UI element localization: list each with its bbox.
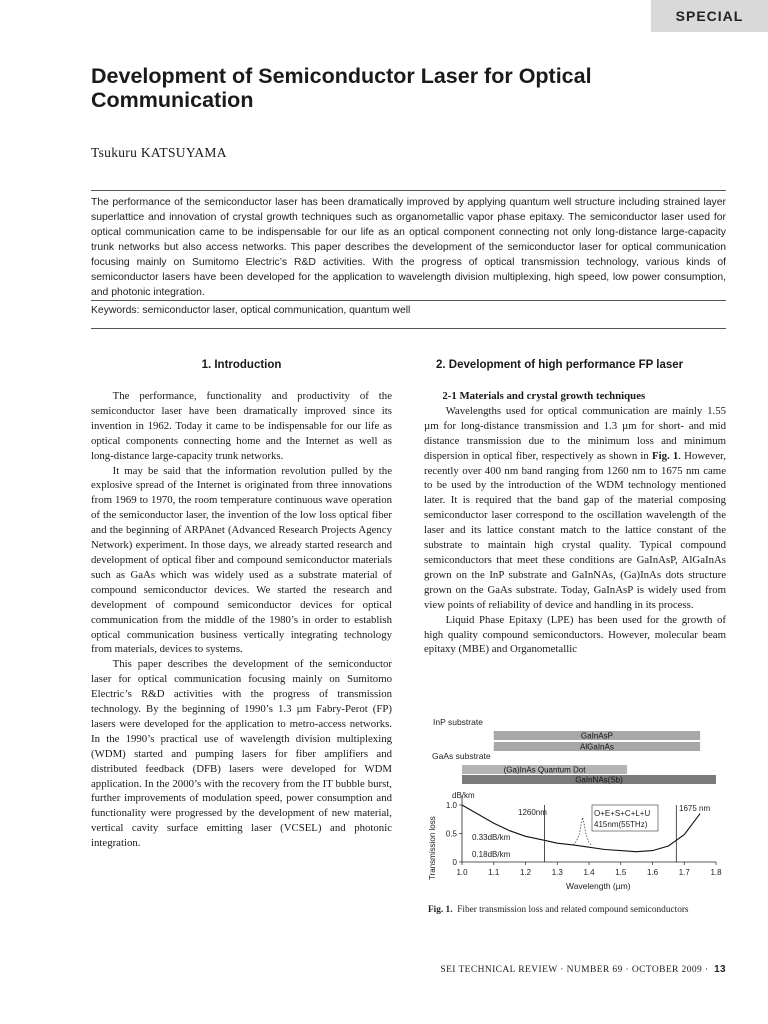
y-tick-label: 0.5 [445, 829, 457, 839]
x-tick-label: 1.2 [519, 868, 532, 877]
figure-caption-text: Fiber transmission loss and related compound semiconductors [457, 905, 689, 915]
loss-018-label: 0.18dB/km [472, 850, 511, 859]
y-unit-label: dB/km [452, 791, 475, 800]
x-tick-labels [456, 862, 722, 877]
page-footer [420, 964, 726, 975]
x-tick-label: 1.4 [583, 868, 595, 877]
x-axis-label: Wavelength (µm) [566, 881, 631, 891]
y-tick-labels [446, 801, 462, 867]
abstract-top-rule [91, 190, 726, 191]
y-tick-label: 1.0 [445, 801, 457, 810]
keywords-line: Keywords: semiconductor laser, optical communication, quantum well [91, 305, 411, 316]
keywords-rule [91, 328, 726, 329]
fp-laser-body [424, 389, 726, 657]
figure-1-chart [424, 712, 726, 898]
materials-paragraph [424, 404, 726, 613]
figure-1-caption [428, 905, 689, 915]
subsection-heading-materials: 2-1 Materials and crystal growth techniques [442, 390, 646, 402]
wavelength-1675-label: 1675 nm [679, 804, 711, 813]
material-bar-label: AlGaInAs [580, 742, 614, 752]
x-tick-label: 1.1 [488, 868, 500, 877]
x-tick-label: 1.0 [456, 868, 468, 877]
materials-text-start: Wavelengths used for optical communication are mainly 1.55 µm for long-distance transmission and 1.3 µm for short- and mid distance transmission due to the minimum loss and minimum dispersion in optical fiber, respectively as shown in [424, 404, 726, 462]
abstract-bottom-rule [91, 300, 726, 301]
introduction-body [91, 389, 392, 851]
figure-caption-label: Fig. 1. [428, 905, 453, 915]
section-heading-fp-laser: 2. Development of high performance FP laser [436, 359, 684, 371]
x-tick-label: 1.5 [615, 868, 627, 877]
oh-absorption-peak [573, 818, 592, 847]
intro-paragraph: This paper describes the development of the semiconductor laser for optical communication focusing mainly on Sumitomo Electric’s R&D activities with the progress of transmission technology. By the beginning of 1990’s 1.3 µm Fabry-Perot (FP) lasers were developed for the application to metro-access networks. In the 1990’s practical use of wavelength division multiplexing (WDM) started and pumping lasers for fiber amplifiers and distributed feedback (DFB) lasers were developed for WDM application. In the 2000’s with the recovery from the IT bubble burst, further improvements of modulation speed, power consumption and functionality were progressed by the development of new material, vertical cavity surface emitting laser (VCSEL) and photonic integration. [91, 658, 392, 850]
inp-substrate-label: InP substrate [433, 717, 483, 727]
x-tick-label: 1.3 [551, 868, 563, 877]
loss-033-label: 0.33dB/km [472, 833, 511, 842]
footer-publication: SEI TECHNICAL REVIEW · NUMBER 69 · OCTOBER 2009 · [440, 965, 709, 975]
x-tick-label: 1.6 [646, 868, 659, 877]
section-tab-special: SPECIAL [651, 0, 768, 32]
gaas-substrate-label: GaAs substrate [432, 751, 491, 761]
y-axis-label: Transmission loss [428, 816, 437, 880]
material-bar-label: (Ga)InAs Quantum Dot [503, 765, 586, 775]
intro-paragraph: The performance, functionality and productivity of the semiconductor laser have been dramatically improved since its invention in 1962. Today it came to be indispensable for our life as optical components connecting home and the Internet as well as long-distance large-capacity trunk networks. [91, 390, 392, 462]
bandwidth-annotation: 415nm(55THz) [594, 820, 648, 829]
y-tick-label: 0 [452, 858, 457, 867]
article-author: Tsukuru KATSUYAMA [91, 145, 227, 160]
article-title: Development of Semiconductor Laser for Optical Communication [91, 64, 592, 112]
material-bar-label: GaInAsP [580, 731, 613, 741]
material-bar-label: GaInNAs(Sb) [575, 775, 623, 785]
x-tick-label: 1.8 [710, 868, 722, 877]
materials-text-end: . However, recently over 400 nm band ranging from 1260 nm to 1675 nm came to be used by the introduction of the WDM technology mentioned later. It is required that the band gap of the material composing semiconductor laser correspond to the oscillation wavelength of the laser and its lattice constant match to the lattice constant of the substrate to maintain high crystal quality. Typical compound semiconductors that meet these conditions are GaInAsP, AlGaInAs grown on the InP substrate and GaInNAs, (Ga)InAs dots structure grown on the GaAs substrate. Today, GaInAsP is widely used from view points of reliability of device and handling in its process. [424, 449, 726, 611]
lpe-paragraph: Liquid Phase Epitaxy (LPE) has been used for the growth of high quality compound semiconductors. However, molecular beam epitaxy (MBE) and Organometallic [424, 613, 726, 656]
intro-paragraph: It may be said that the information revolution pulled by the explosive spread of the Internet is originated from three innovations from 1969 to 1970, the room temperature continuous wave operation of the semiconductor laser, the invention of the low loss optical fiber and the beginning of ARPAnet (Advanced Research Projects Agency Network) experiment. In those days, we already started research and development of optical fiber and compound semiconductor materials such as GaAs which was widely used as a substrate material of compound semiconductor devices. We started the research and development of compound semiconductor devices for optical communication from the middle of the 1980’s in order to establish optical communication business vertically integrating technology from materials, devices to systems. [91, 464, 392, 656]
figure-1-reference: Fig. 1 [652, 449, 679, 462]
band-names-annotation: O+E+S+C+L+U [594, 809, 651, 818]
abstract-text: The performance of the semiconductor laser has been dramatically improved by applying quantum well structure including strained layer superlattice and innovation of crystal growth techniques such as organometallic vapor phase epitaxy. The semiconductor laser used for optical communication came to be indispensable for our life as an optical component connecting not only long-distance large-capacity trunk networks but also access networks. This paper describes the development of the semiconductor laser for optical communication focusing mainly on Sumitomo Electric’s R&D activities. With the progress of optical transmission technology, various kinds of semiconductor lasers have been developed for the application to wavelength division multiplexing, high speed, low power consumption, and photonic integration. [91, 197, 726, 298]
material-bars [462, 731, 716, 785]
section-heading-introduction: 1. Introduction [201, 359, 282, 371]
wavelength-1260-label: 1260nm [518, 808, 547, 817]
page-number: 13 [714, 964, 726, 975]
x-tick-label: 1.7 [678, 868, 690, 877]
fiber-loss-curve [462, 805, 700, 852]
